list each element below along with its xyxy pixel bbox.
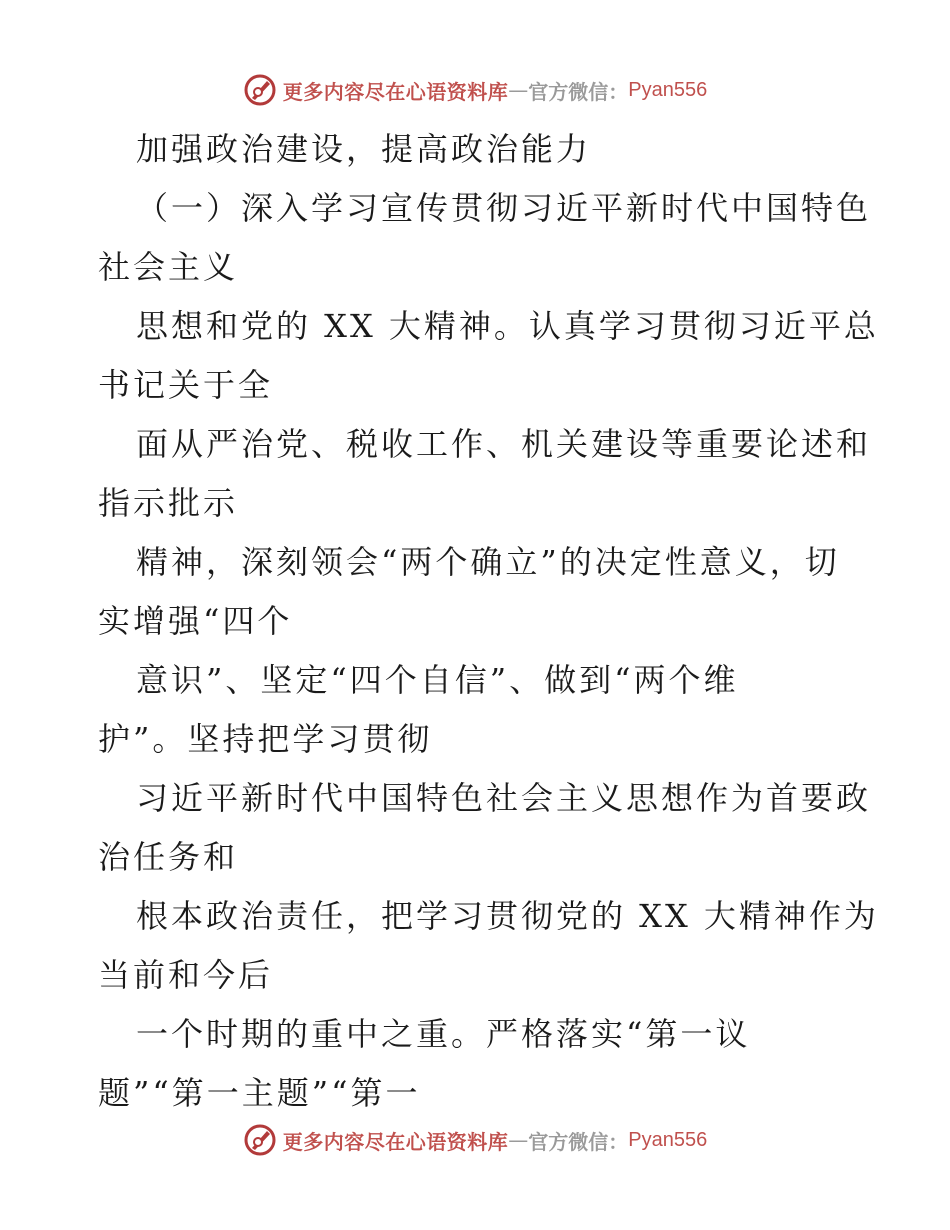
header-banner — [0, 70, 950, 110]
quill-logo-icon — [243, 73, 277, 107]
heading-line: 加强政治建设，提高政治能力 — [136, 130, 592, 168]
banner-wechat-label: 官方微信： — [528, 79, 629, 104]
banner-slogan: 更多内容尽在心语资料库 — [282, 1129, 509, 1154]
banner-wechat-label: 官方微信： — [528, 1129, 629, 1154]
body-line: 面从严治党、税收工作、机关建设等重要论述和 — [136, 425, 872, 463]
body-line: 书记关于全 — [98, 366, 274, 404]
banner-slogan: 更多内容尽在心语资料库 — [282, 79, 509, 104]
body-line: 思想和党的 XX 大精神。认真学习贯彻习近平总 — [136, 307, 879, 345]
banner-wechat-id: Pyan556 — [628, 78, 708, 101]
banner-dash: — — [508, 1128, 529, 1152]
body-line: 习近平新时代中国特色社会主义思想作为首要政 — [136, 779, 872, 817]
body-line: 护”。坚持把学习贯彻 — [98, 720, 433, 758]
body-line: 一个时期的重中之重。严格落实“第一议 — [136, 1015, 751, 1053]
quill-logo-icon — [243, 1123, 277, 1157]
body-line: 精神，深刻领会“两个确立”的决定性意义，切 — [136, 543, 840, 581]
body-line: 意识”、坚定“四个自信”、做到“两个维 — [136, 661, 739, 699]
banner-wechat-id: Pyan556 — [628, 1128, 708, 1151]
body-line: 实增强“四个 — [98, 602, 293, 640]
body-line: 当前和今后 — [98, 956, 274, 994]
body-line: 治任务和 — [98, 838, 239, 876]
banner-dash: — — [508, 78, 529, 102]
footer-banner — [0, 1120, 950, 1160]
document-body — [98, 120, 879, 1123]
body-line: 指示批示 — [98, 484, 239, 522]
body-line: 社会主义 — [98, 248, 239, 286]
body-line: （一）深入学习宣传贯彻习近平新时代中国特色 — [136, 189, 872, 227]
body-line: 题”“第一主题”“第一 — [98, 1074, 421, 1112]
body-line: 根本政治责任，把学习贯彻党的 XX 大精神作为 — [136, 897, 879, 935]
